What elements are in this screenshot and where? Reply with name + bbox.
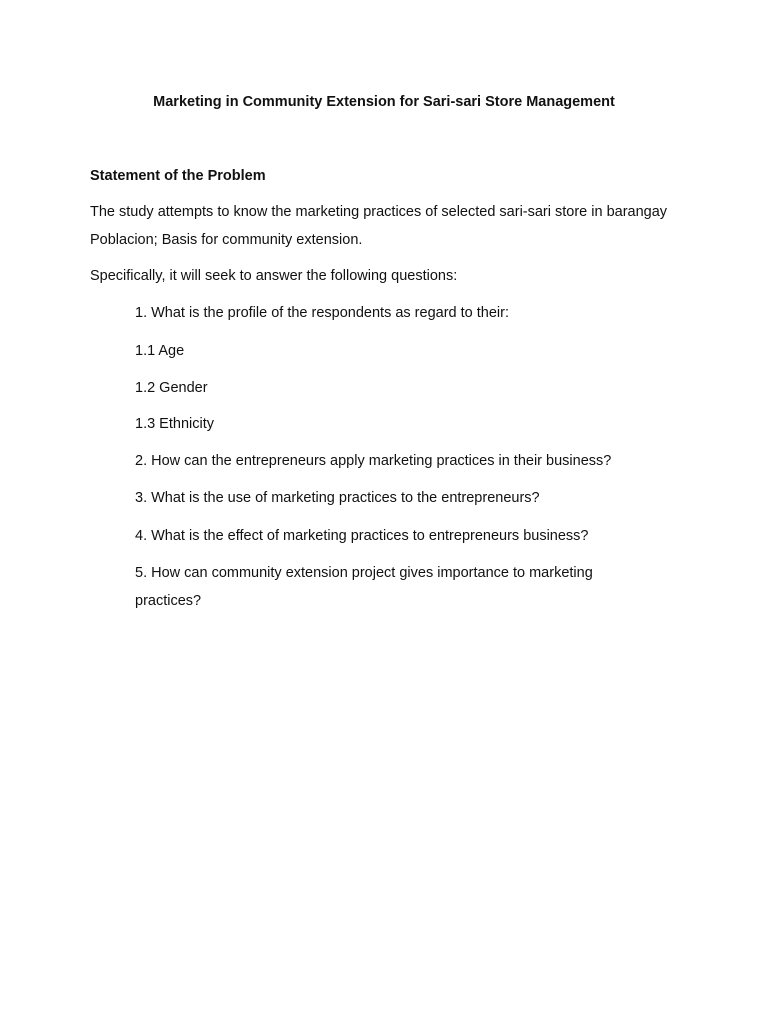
- question-subitem-ethnicity: 1.3 Ethnicity: [135, 416, 214, 432]
- question-subitem-age: 1.1 Age: [135, 343, 185, 359]
- question-item-2: 2. How can the entrepreneurs apply marketing practices in their business?: [135, 453, 612, 469]
- question-item-4: 4. What is the effect of marketing practices to entrepreneurs business?: [135, 528, 589, 544]
- question-item-3: 3. What is the use of marketing practices to the entrepreneurs?: [135, 490, 540, 506]
- questions-lead-paragraph: Specifically, it will seek to answer the following questions:: [90, 268, 458, 284]
- intro-paragraph: The study attempts to know the marketing practices of selected sari-sari store in barangay Poblacion; Basis for community extension.: [90, 204, 668, 248]
- question-item-5: 5. How can community extension project gives importance to marketing practices?: [135, 565, 593, 609]
- question-subitem-gender: 1.2 Gender: [135, 380, 208, 396]
- document-title: Marketing in Community Extension for Sari-sari Store Management: [153, 94, 615, 110]
- section-heading: Statement of the Problem: [90, 168, 266, 184]
- question-item-1: 1. What is the profile of the respondents as regard to their:: [135, 305, 509, 321]
